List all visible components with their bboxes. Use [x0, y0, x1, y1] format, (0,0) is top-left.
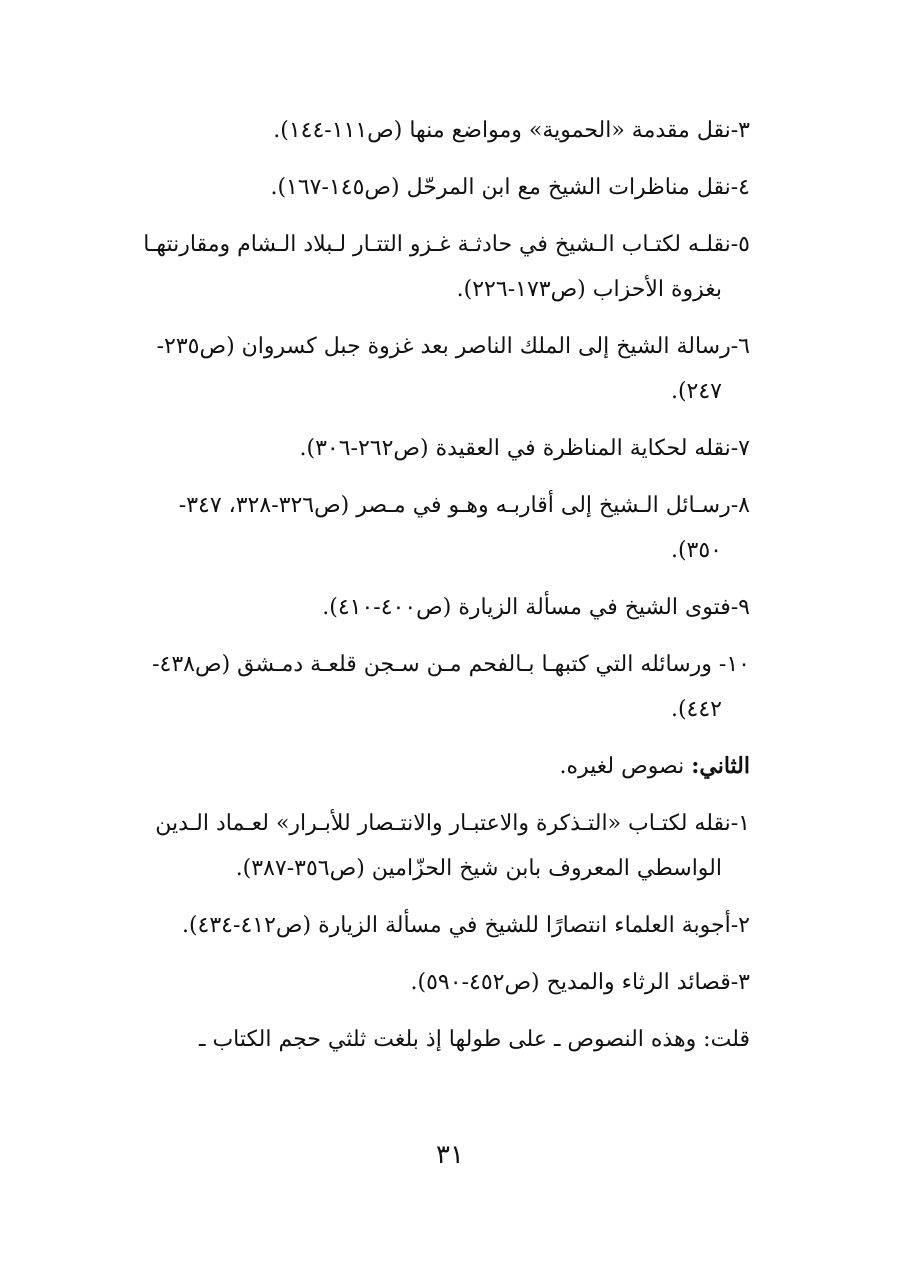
list-item-text: ٥-نقلـه لكتـاب الـشيخ في حادثـة غـزو التتـار لـبلاد الـشام ومقارنتهـا — [143, 232, 750, 257]
list-item-text: ٣-قصائد الرثاء والمديح (ص٤٥٢-٥٩٠). — [410, 970, 750, 995]
section-label: الثاني: — [691, 753, 750, 779]
list-item-continuation: بغزوة الأحزاب (ص١٧٣-٢٢٦). — [456, 277, 722, 302]
list-item — [100, 165, 750, 210]
list-item-continuation: ٢٤٧). — [670, 379, 722, 404]
list-item — [100, 903, 750, 948]
section-title: نصوص لغيره. — [559, 754, 692, 779]
list-item-text: ١-نقله لكتـاب «التـذكرة والاعتبـار والانتـصار للأبـرار» لعـماد الـدين — [155, 811, 750, 836]
list-item — [100, 426, 750, 471]
list-item-continuation: ٤٤٢). — [670, 697, 722, 722]
list-item-text: ١٠- ورسائله التي كتبهـا بـالفحم مـن سـجن قلعـة دمـشق (ص٤٣٨- — [152, 652, 750, 677]
list-item — [100, 222, 750, 312]
list-item-text: ٨-رسـائل الـشيخ إلى أقاربـه وهـو في مـصر (ص٣٢٦-٣٢٨، ٣٤٧- — [178, 493, 750, 518]
page-number: ٣١ — [436, 1140, 464, 1170]
body-text — [100, 108, 750, 1074]
list-item-text: ٦-رسالة الشيخ إلى الملك الناصر بعد غزوة جبل كسروان (ص٢٣٥- — [156, 334, 750, 359]
list-item — [100, 483, 750, 573]
list-item-text: ٣-نقل مقدمة «الحموية» ومواضع منها (ص١١١-١٤٤). — [273, 118, 750, 143]
list-item — [100, 324, 750, 414]
list-item-continuation: الواسطي المعروف بابن شيخ الحزّامين (ص٣٥٦-٣٨٧). — [235, 856, 722, 881]
list-item — [100, 801, 750, 891]
closing-paragraph — [100, 1017, 750, 1062]
list-item — [100, 960, 750, 1005]
list-item-text: ٤-نقل مناظرات الشيخ مع ابن المرحّل (ص١٤٥-١٦٧). — [270, 175, 750, 200]
closing-line: قلت: وهذه النصوص ـ على طولها إذ بلغت ثلثي حجم الكتاب ـ — [199, 1027, 750, 1052]
list-item-text: ٢-أجوبة العلماء انتصارًا للشيخ في مسألة الزيارة (ص٤١٢-٤٣٤). — [181, 913, 750, 938]
list-item — [100, 108, 750, 153]
section-heading — [100, 744, 750, 789]
list-item — [100, 642, 750, 732]
list-item — [100, 585, 750, 630]
list-item-text: ٩-فتوى الشيخ في مسألة الزيارة (ص٤٠٠-٤١٠). — [322, 595, 750, 620]
list-item-continuation: ٣٥٠). — [670, 538, 722, 563]
list-item-text: ٧-نقله لحكاية المناظرة في العقيدة (ص٢٦٢-٣٠٦). — [299, 436, 750, 461]
